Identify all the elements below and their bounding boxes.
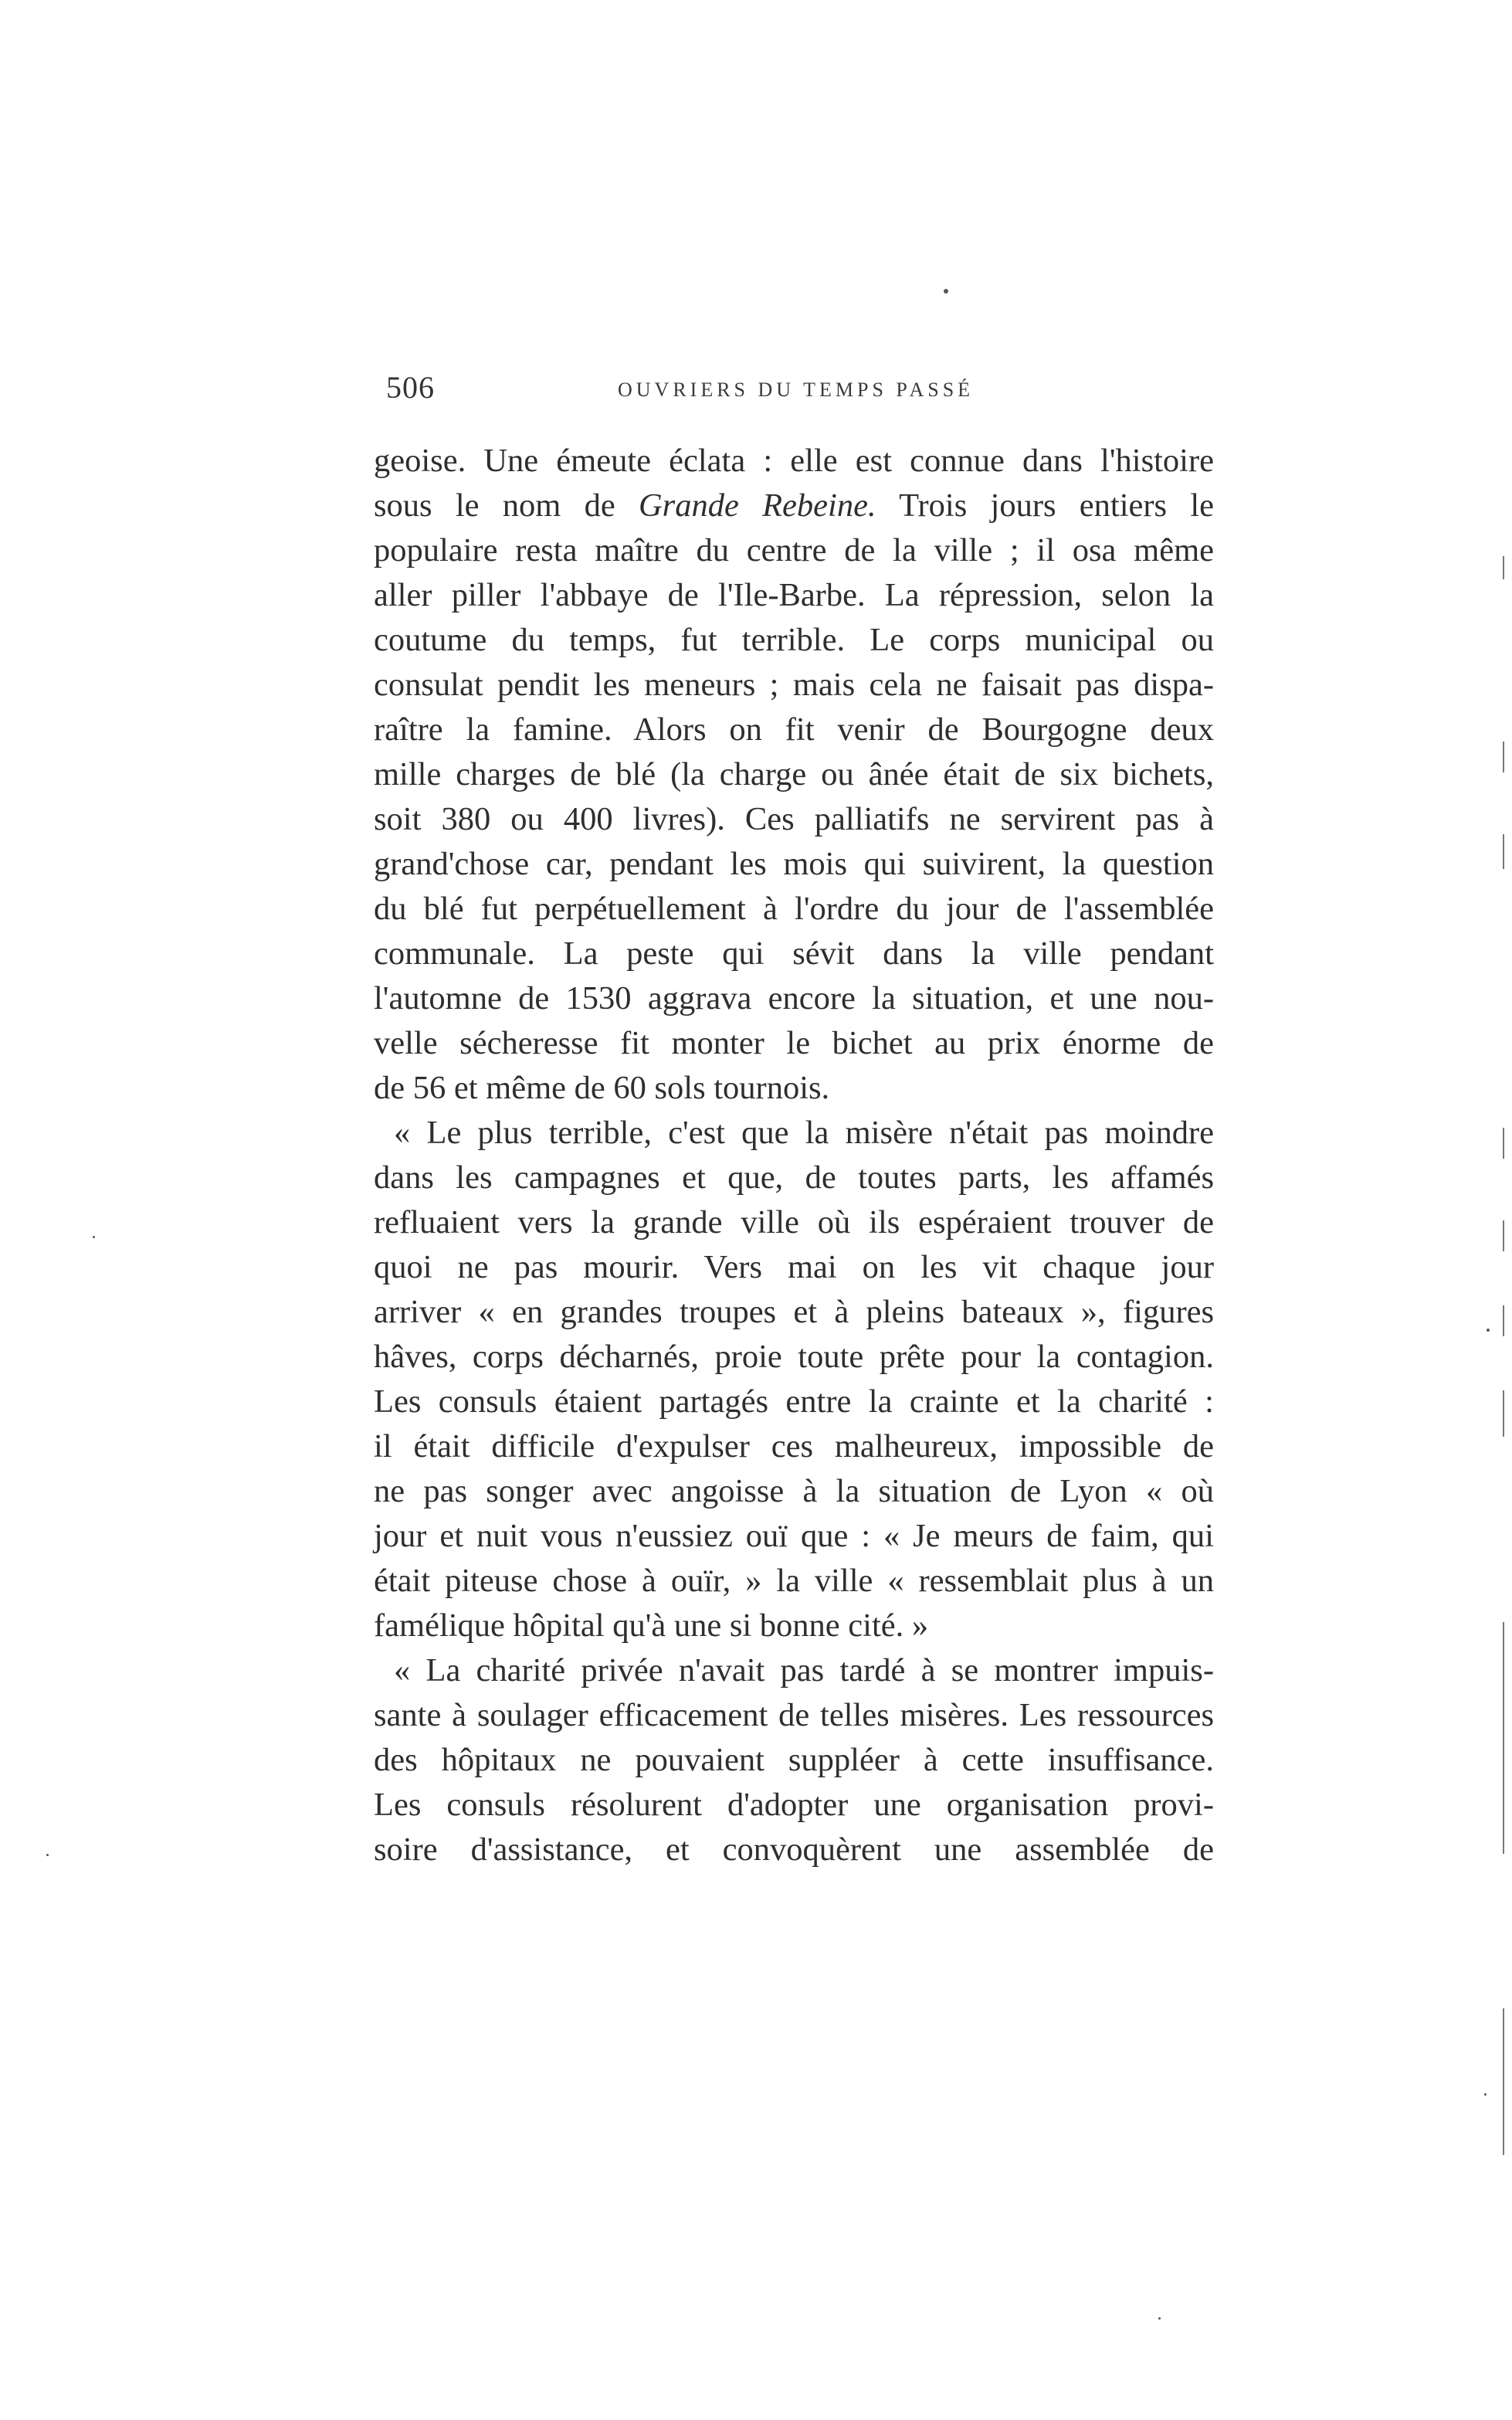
text-line: consulat pendit les meneurs ; mais cela ne faisait pas dispa-	[374, 667, 1214, 703]
text-line: « La charité privée n'avait pas tardé à se montrer impuis-	[394, 1652, 1214, 1689]
page-header	[386, 369, 988, 416]
scan-edge-mark	[1503, 834, 1504, 869]
text-line: dans les campagnes et que, de toutes parts, les affamés	[374, 1159, 1214, 1196]
text-line: était piteuse chose à ouïr, » la ville « ressemblait plus à un	[374, 1563, 1214, 1599]
text-line: Les consuls étaient partagés entre la crainte et la charité :	[374, 1383, 1214, 1420]
text-line: communale. La peste qui sévit dans la ville pendant	[374, 935, 1214, 972]
text-line: coutume du temps, fut terrible. Le corps municipal ou	[374, 622, 1214, 658]
scan-speck	[93, 1236, 95, 1238]
text-line: arriver « en grandes troupes et à pleins bateaux », figures	[374, 1294, 1214, 1330]
scan-speck	[1158, 2317, 1161, 2320]
text-line: de 56 et même de 60 sols tournois.	[374, 1070, 830, 1106]
scan-edge-mark	[1503, 1220, 1504, 1251]
text-line: famélique hôpital qu'à une si bonne cité. »	[374, 1607, 929, 1644]
text-line: quoi ne pas mourir. Vers mai on les vit chaque jour	[374, 1249, 1214, 1285]
text-line: soit 380 ou 400 livres). Ces palliatifs ne servirent pas à	[374, 801, 1214, 837]
scan-speck	[46, 1854, 49, 1856]
running-head: OUVRIERS DU TEMPS PASSÉ	[618, 378, 975, 401]
text-line: ne pas songer avec angoisse à la situation de Lyon « où	[374, 1473, 1214, 1509]
text-fragment: sous le nom de	[374, 487, 615, 524]
text-line: des hôpitaux ne pouvaient suppléer à cette insuffisance.	[374, 1742, 1214, 1778]
text-line: soire d'assistance, et convoquèrent une assemblée de	[374, 1831, 1214, 1868]
text-line: du blé fut perpétuellement à l'ordre du jour de l'assemblée	[374, 891, 1214, 927]
text-line: mille charges de blé (la charge ou ânée était de six bichets,	[374, 756, 1214, 793]
text-line: grand'chose car, pendant les mois qui suivirent, la question	[374, 846, 1214, 882]
text-line: aller piller l'abbaye de l'Ile-Barbe. La répression, selon la	[374, 577, 1214, 613]
text-line: velle sécheresse fit monter le bichet au prix énorme de	[374, 1025, 1214, 1061]
text-line: l'automne de 1530 aggrava encore la situation, et une nou-	[374, 980, 1214, 1017]
body-text	[374, 439, 1214, 1872]
text-line: sante à soulager efficacement de telles misères. Les ressources	[374, 1697, 1214, 1733]
text-line: refluaient vers la grande ville où ils espéraient trouver de	[374, 1204, 1214, 1241]
scan-edge-mark	[1503, 1622, 1504, 1854]
text-fragment: Trois jours entiers le	[899, 487, 1215, 524]
text-line: il était difficile d'expulser ces malheureux, impossible de	[374, 1428, 1214, 1465]
scan-speck	[1487, 1329, 1490, 1332]
text-line: « Le plus terrible, c'est que la misère n'était pas moindre	[394, 1115, 1214, 1151]
text-line	[374, 484, 1214, 528]
scan-speck	[944, 289, 948, 294]
text-line: geoise. Une émeute éclata : elle est connue dans l'histoire	[374, 443, 1214, 479]
scan-edge-mark	[1503, 556, 1504, 579]
scan-edge-mark	[1503, 1128, 1504, 1159]
text-line: jour et nuit vous n'eussiez ouï que : « Je meurs de faim, qui	[374, 1518, 1214, 1554]
scan-edge-mark	[1503, 1305, 1504, 1336]
text-line: raître la famine. Alors on fit venir de Bourgogne deux	[374, 711, 1214, 748]
text-line: Les consuls résolurent d'adopter une organisation provi-	[374, 1787, 1214, 1823]
page-number: 506	[386, 370, 435, 405]
scan-edge-mark	[1503, 1390, 1504, 1437]
italic-term: Grande Rebeine.	[638, 487, 876, 524]
text-line: hâves, corps décharnés, proie toute prête pour la contagion.	[374, 1339, 1214, 1375]
scan-speck	[1484, 2093, 1487, 2096]
scan-edge-mark	[1503, 2008, 1504, 2155]
scan-edge-mark	[1503, 742, 1504, 772]
text-line: populaire resta maître du centre de la ville ; il osa même	[374, 532, 1214, 569]
